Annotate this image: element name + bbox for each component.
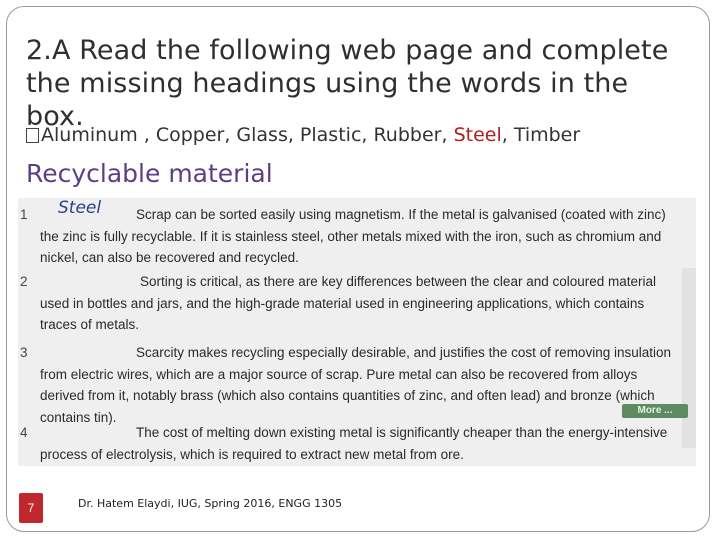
item-number: 1 — [20, 207, 28, 222]
word-steel-highlight: Steel — [453, 124, 502, 146]
item-text: The cost of melting down existing metal is significantly cheaper than the energy-intensive process of electrolysis, which is required to extract new metal from ore. — [40, 425, 668, 462]
slide-number: 7 — [19, 493, 43, 523]
slide-title: 2.A Read the following web page and complete the missing headings using the words in the box. — [26, 35, 669, 132]
item-number: 2 — [20, 274, 28, 289]
word-box — [26, 124, 580, 146]
footer-text: Dr. Hatem Elaydi, IUG, Spring 2016, ENGG 1305 — [78, 497, 343, 510]
more-button[interactable]: More ... — [622, 404, 688, 418]
item-text: Sorting is critical, as there are key differences between the clear and coloured material used in bottles and jars, and the high-grade material used in engineering applications, which contains traces of metals. — [40, 274, 657, 332]
handwritten-answer: Steel — [58, 198, 102, 218]
item-number: 4 — [20, 425, 28, 440]
page-edge-shadow — [682, 268, 696, 448]
scanned-page — [18, 198, 696, 466]
word-list-before: Aluminum , Copper, Glass, Plastic, Rubber, — [41, 124, 454, 146]
bullet-icon — [26, 128, 39, 143]
item-text: Scrap can be sorted easily using magnetism. If the metal is galvanised (coated with zinc) the zinc is fully recyclable. If it is stainless steel, other metals mixed with the iron, such as chromium and nickel, can also be recovered and recycled. — [40, 207, 666, 265]
subheading: Recyclable material — [26, 159, 273, 188]
item-text: Scarcity makes recycling especially desirable, and justifies the cost of removing insulation from electric wires, which are a major source of scrap. Pure metal can also be recovered from alloys derived from it, notably brass (which also contains quantities of zinc, and often lead) and bronze (which contains tin). — [40, 345, 671, 425]
item-number: 3 — [20, 345, 28, 360]
word-list-after: , Timber — [501, 124, 581, 146]
